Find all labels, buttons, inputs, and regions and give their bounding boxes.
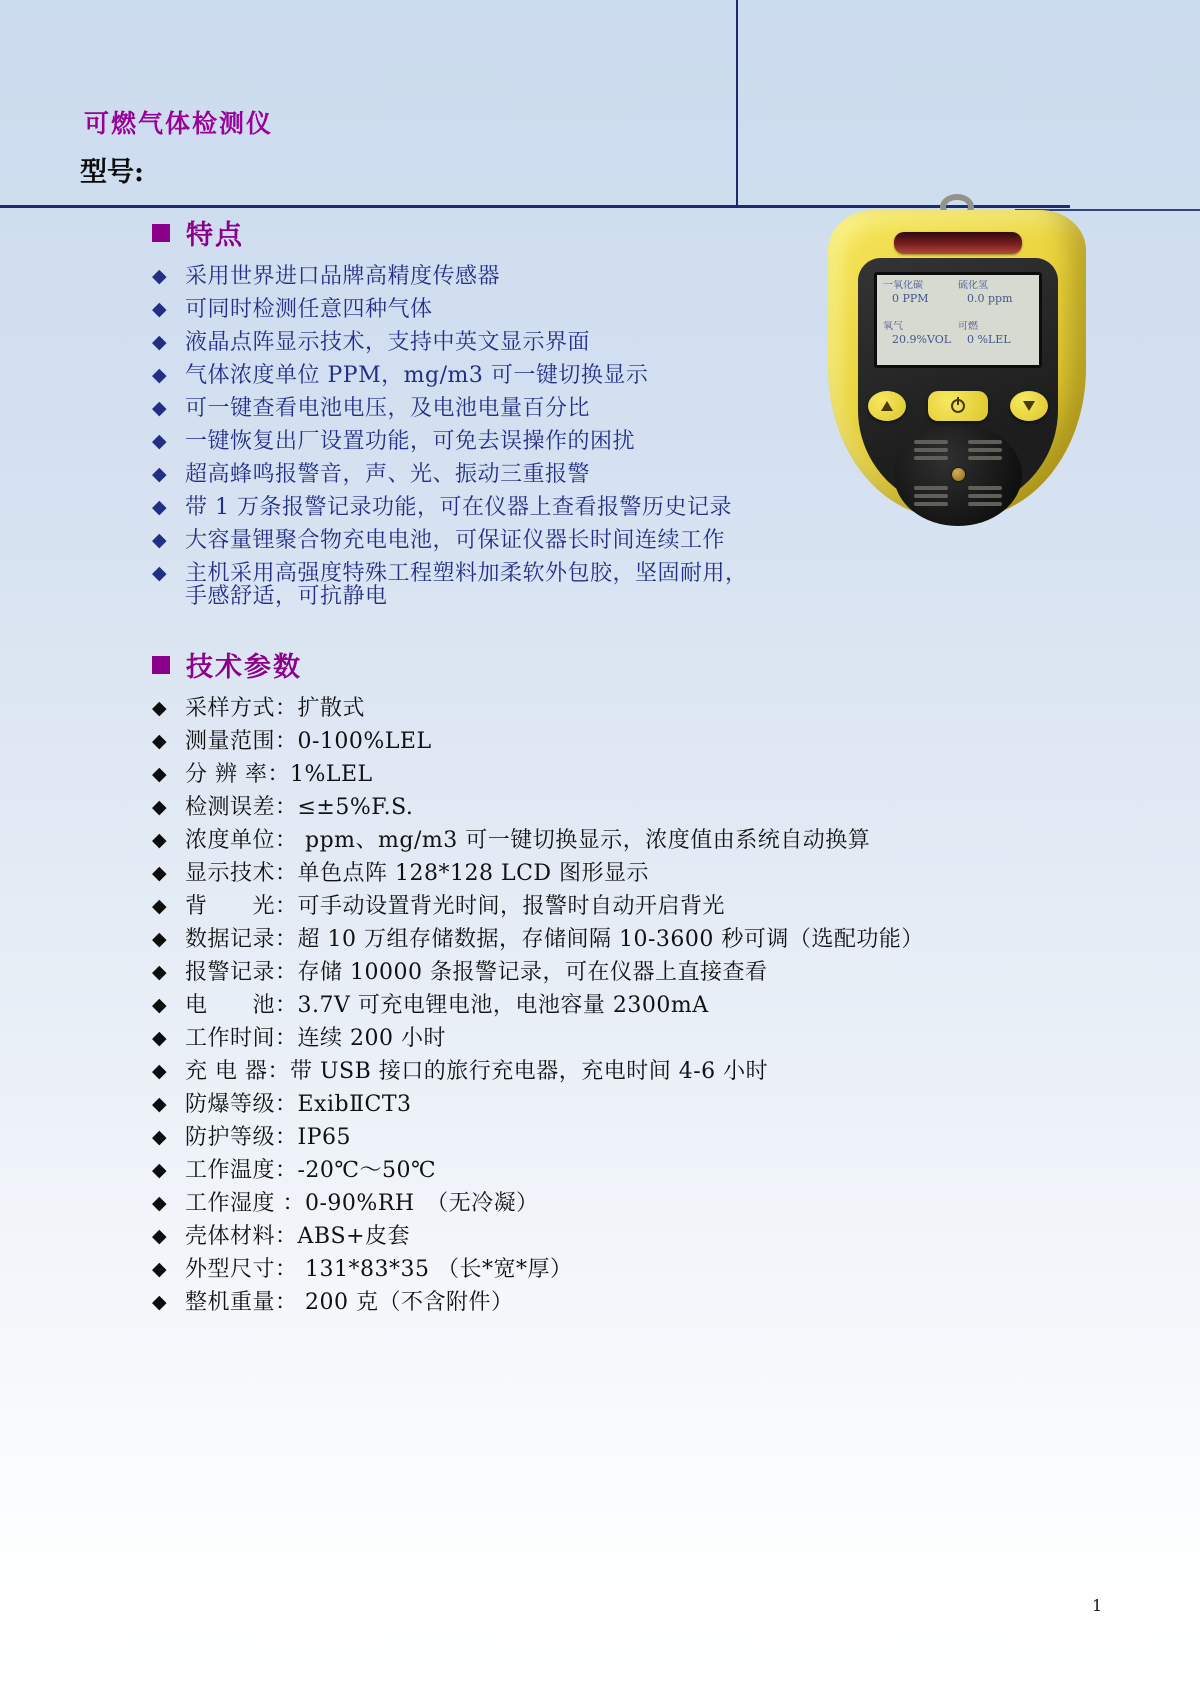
features-list <box>152 265 852 608</box>
device-button-row <box>868 390 1048 422</box>
specs-heading <box>152 645 1112 684</box>
device-alarm-window <box>894 232 1022 254</box>
spec-item-text: 显示技术：单色点阵 128*128 LCD 图形显示 <box>185 861 650 886</box>
lcd-gas-cell <box>883 280 958 319</box>
feature-item <box>152 463 852 486</box>
diamond-bullet-icon: ◆ <box>152 529 167 551</box>
device-speaker <box>894 424 1022 526</box>
spec-item-text: 采样方式：扩散式 <box>185 696 366 721</box>
spec-item <box>152 862 1112 885</box>
device-down-button <box>1010 391 1048 421</box>
spec-item-text: 检测误差：≤±5%F.S. <box>185 795 414 820</box>
spec-item <box>152 1192 1112 1215</box>
spec-item <box>152 1027 1112 1050</box>
feature-item <box>152 430 852 453</box>
diamond-bullet-icon: ◆ <box>152 928 167 950</box>
spec-item <box>152 928 1112 951</box>
lcd-gas-name: 硫化氢 <box>958 280 988 291</box>
diamond-bullet-icon: ◆ <box>152 1060 167 1082</box>
diamond-bullet-icon: ◆ <box>152 730 167 752</box>
feature-item-text: 液晶点阵显示技术，支持中英文显示界面 <box>185 330 591 355</box>
page-title: 可燃气体检测仪 <box>84 109 274 138</box>
features-heading-label: 特点 <box>186 220 244 251</box>
lcd-gas-name: 可燃 <box>958 321 978 332</box>
spec-item-text: 背 光：可手动设置背光时间，报警时自动开启背光 <box>185 894 726 919</box>
spec-item <box>152 1291 1112 1314</box>
feature-item <box>152 265 852 288</box>
speaker-vents <box>968 486 1002 506</box>
diamond-bullet-icon: ◆ <box>152 397 167 419</box>
diamond-bullet-icon: ◆ <box>152 994 167 1016</box>
diamond-bullet-icon: ◆ <box>152 1093 167 1115</box>
diamond-bullet-icon: ◆ <box>152 562 167 584</box>
feature-item <box>152 529 852 552</box>
feature-item-text: 一键恢复出厂设置功能，可免去误操作的困扰 <box>185 429 636 454</box>
lcd-gas-cell <box>883 321 958 360</box>
feature-item <box>152 397 852 420</box>
power-icon <box>951 399 965 413</box>
spec-item <box>152 1258 1112 1281</box>
feature-item-text: 主机采用高强度特殊工程塑料加柔软外包胶，坚固耐用，手感舒适，可抗静电 <box>185 561 748 609</box>
diamond-bullet-icon: ◆ <box>152 298 167 320</box>
spec-item-text: 测量范围：0-100%LEL <box>185 729 432 754</box>
up-arrow-icon <box>881 401 893 411</box>
diamond-bullet-icon: ◆ <box>152 331 167 353</box>
feature-item-text: 可一键查看电池电压，及电池电量百分比 <box>185 396 591 421</box>
lcd-gas-value: 0 PPM <box>892 292 929 305</box>
diamond-bullet-icon: ◆ <box>152 1291 167 1313</box>
device-photo <box>826 194 1088 518</box>
speaker-screw <box>952 468 965 481</box>
spec-item-text: 壳体材料：ABS+皮套 <box>185 1224 411 1249</box>
square-bullet-icon <box>152 224 170 242</box>
feature-item <box>152 298 852 321</box>
header-vertical-divider <box>736 0 738 206</box>
features-section <box>152 213 852 618</box>
spec-item-text: 浓度单位： ppm、mg/m3 可一键切换显示，浓度值由系统自动换算 <box>185 828 871 853</box>
speaker-vents <box>968 440 1002 460</box>
spec-item <box>152 994 1112 1017</box>
feature-item-text: 可同时检测任意四种气体 <box>185 297 433 322</box>
lcd-gas-cell <box>958 321 1033 360</box>
diamond-bullet-icon: ◆ <box>152 364 167 386</box>
spec-item-text: 充 电 器：带 USB 接口的旅行充电器，充电时间 4-6 小时 <box>185 1059 769 1084</box>
diamond-bullet-icon: ◆ <box>152 1027 167 1049</box>
spec-item <box>152 829 1112 852</box>
diamond-bullet-icon: ◆ <box>152 430 167 452</box>
lcd-gas-name: 氧气 <box>883 321 903 332</box>
spec-item <box>152 796 1112 819</box>
feature-item <box>152 496 852 519</box>
spec-item <box>152 1159 1112 1182</box>
diamond-bullet-icon: ◆ <box>152 1258 167 1280</box>
diamond-bullet-icon: ◆ <box>152 1159 167 1181</box>
spec-item <box>152 895 1112 918</box>
spec-item-text: 外型尺寸： 131*83*35 （长*宽*厚） <box>185 1257 573 1282</box>
lcd-gas-value: 0 %LEL <box>967 333 1011 346</box>
down-arrow-icon <box>1023 401 1035 411</box>
model-label: 型号: <box>80 157 144 188</box>
device-lcd-screen <box>874 272 1042 368</box>
spec-item-text: 分 辨 率：1%LEL <box>185 762 373 787</box>
feature-item-text: 气体浓度单位 PPM，mg/m3 可一键切换显示 <box>185 363 649 388</box>
feature-item <box>152 331 852 354</box>
spec-item <box>152 1225 1112 1248</box>
diamond-bullet-icon: ◆ <box>152 697 167 719</box>
diamond-bullet-icon: ◆ <box>152 829 167 851</box>
features-heading <box>152 213 852 252</box>
page-number: 1 <box>1092 1596 1103 1615</box>
speaker-vents <box>914 486 948 506</box>
spec-item-text: 电 池：3.7V 可充电锂电池，电池容量 2300mA <box>185 993 709 1018</box>
diamond-bullet-icon: ◆ <box>152 496 167 518</box>
square-bullet-icon <box>152 656 170 674</box>
feature-item-text: 超高蜂鸣报警音，声、光、振动三重报警 <box>185 462 591 487</box>
spec-item <box>152 961 1112 984</box>
diamond-bullet-icon: ◆ <box>152 763 167 785</box>
spec-item-text: 报警记录：存储 10000 条报警记录，可在仪器上直接查看 <box>185 960 768 985</box>
diamond-bullet-icon: ◆ <box>152 1225 167 1247</box>
spec-item <box>152 763 1112 786</box>
feature-item-text: 采用世界进口品牌高精度传感器 <box>185 264 501 289</box>
spec-item-text: 工作温度：-20℃～50℃ <box>185 1158 437 1183</box>
diamond-bullet-icon: ◆ <box>152 961 167 983</box>
specs-list <box>152 697 1112 1314</box>
specs-heading-label: 技术参数 <box>186 652 302 683</box>
spec-item-text: 整机重量： 200 克（不含附件） <box>185 1290 514 1315</box>
spec-item <box>152 730 1112 753</box>
spec-item <box>152 697 1112 720</box>
diamond-bullet-icon: ◆ <box>152 1192 167 1214</box>
spec-item <box>152 1093 1112 1116</box>
spec-item <box>152 1060 1112 1083</box>
spec-item <box>152 1126 1112 1149</box>
lcd-gas-name: 一氧化碳 <box>883 280 923 291</box>
diamond-bullet-icon: ◆ <box>152 463 167 485</box>
lcd-gas-value: 20.9%VOL <box>892 333 952 346</box>
speaker-vents <box>914 440 948 460</box>
diamond-bullet-icon: ◆ <box>152 265 167 287</box>
feature-item-text: 带 1 万条报警记录功能，可在仪器上查看报警历史记录 <box>185 495 732 520</box>
spec-item-text: 防护等级：IP65 <box>185 1125 351 1150</box>
feature-item <box>152 364 852 387</box>
device-body <box>828 210 1086 518</box>
device-power-button <box>928 391 988 421</box>
device-up-button <box>868 391 906 421</box>
spec-item-text: 工作时间：连续 200 小时 <box>185 1026 446 1051</box>
lcd-gas-value: 0.0 ppm <box>967 292 1013 305</box>
diamond-bullet-icon: ◆ <box>152 796 167 818</box>
lcd-gas-cell <box>958 280 1033 319</box>
feature-item-text: 大容量锂聚合物充电电池，可保证仪器长时间连续工作 <box>185 528 726 553</box>
specs-section <box>152 645 1112 1324</box>
diamond-bullet-icon: ◆ <box>152 862 167 884</box>
diamond-bullet-icon: ◆ <box>152 1126 167 1148</box>
feature-item <box>152 562 852 608</box>
spec-item-text: 工作湿度 ：0-90%RH （无冷凝） <box>185 1191 539 1216</box>
diamond-bullet-icon: ◆ <box>152 895 167 917</box>
spec-item-text: 数据记录：超 10 万组存储数据，存储间隔 10-3600 秒可调（选配功能） <box>185 927 924 952</box>
spec-item-text: 防爆等级：ExibⅡCT3 <box>185 1092 412 1117</box>
